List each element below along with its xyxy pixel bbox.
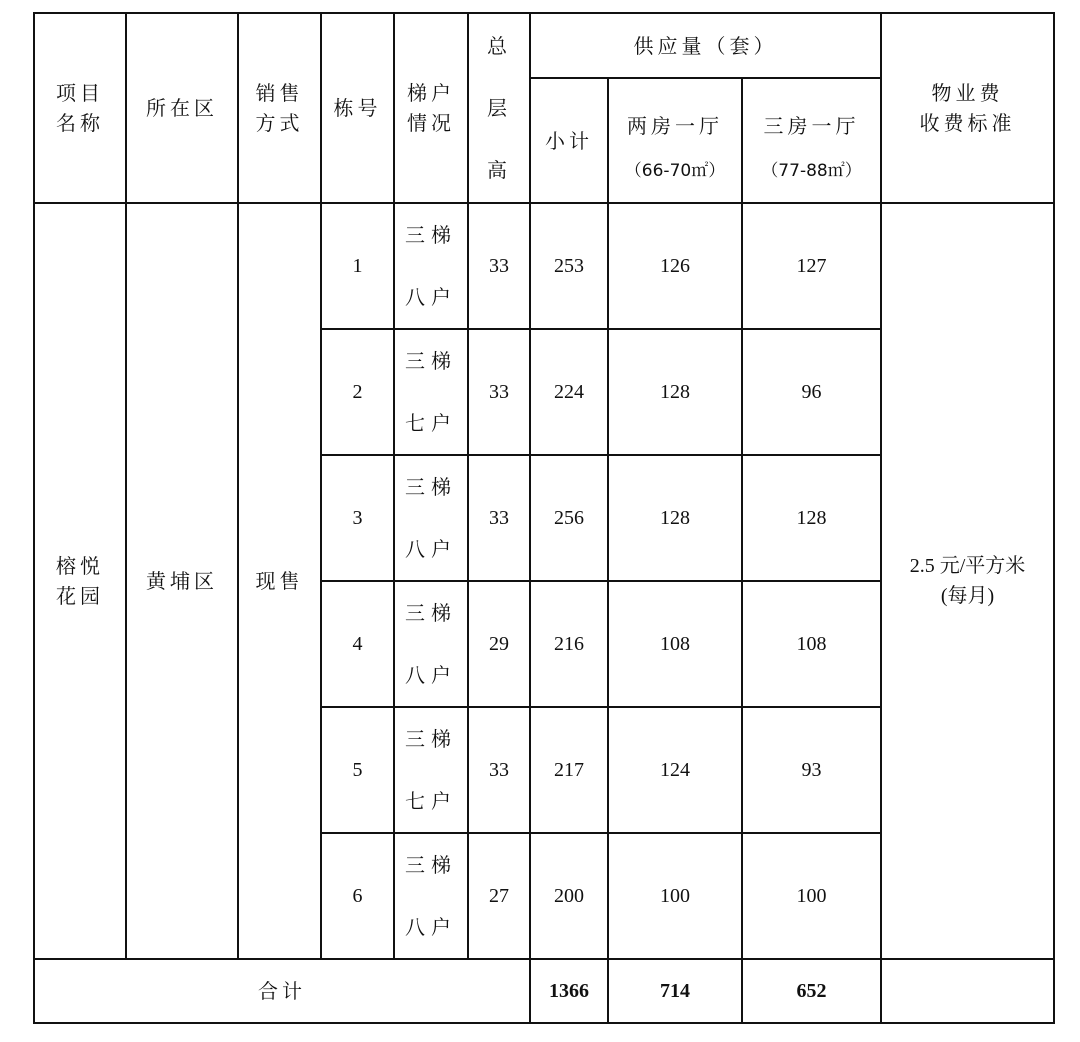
fee-standard [881,203,1054,959]
subtotal: 200 [530,833,608,959]
total-fee-empty [881,959,1054,1023]
subtotal: 256 [530,455,608,581]
table-row [34,203,1054,329]
header-elevator-line1: 梯户 [407,81,455,105]
two-bed-count: 108 [608,581,742,707]
three-bed-count: 127 [742,203,881,329]
three-bed-count: 128 [742,455,881,581]
building-no: 4 [321,581,394,707]
header-two-bed-label: 两房一厅 [627,113,723,138]
building-no: 2 [321,329,394,455]
header-floors-line3: 高 [487,158,511,182]
two-bed-count: 128 [608,455,742,581]
elevator-line2: 七户 [405,789,457,813]
building-no: 6 [321,833,394,959]
header-project-name-line1: 项目 [56,81,104,105]
elevator-line2: 八户 [405,285,457,309]
header-floors-line1: 总 [487,34,511,58]
elevator-line1: 三梯 [405,853,457,877]
elevator-line1: 三梯 [405,727,457,751]
three-bed-count: 93 [742,707,881,833]
floors: 27 [468,833,530,959]
total-row [34,959,1054,1023]
elevator-info [394,329,468,455]
two-bed-count: 100 [608,833,742,959]
project-district: 黄埔区 [126,203,238,959]
header-elevator-line2: 情况 [407,111,455,135]
elevator-line1: 三梯 [405,601,457,625]
floors: 33 [468,707,530,833]
two-bed-count: 124 [608,707,742,833]
subtotal: 216 [530,581,608,707]
total-subtotal: 1366 [530,959,608,1023]
header-floors-line2: 层 [487,96,511,120]
header-sales-method [238,13,321,203]
elevator-line2: 七户 [405,411,457,435]
header-building-no: 栋号 [321,13,394,203]
header-subtotal: 小计 [530,78,608,203]
three-bed-count: 96 [742,329,881,455]
header-project-name [34,13,126,203]
two-bed-count: 126 [608,203,742,329]
project-name [34,203,126,959]
elevator-line2: 八户 [405,915,457,939]
floors: 33 [468,329,530,455]
elevator-info [394,581,468,707]
total-two-bed: 714 [608,959,742,1023]
elevator-line2: 八户 [405,537,457,561]
floors: 33 [468,455,530,581]
building-no: 1 [321,203,394,329]
subtotal: 253 [530,203,608,329]
fee-standard-line1: 2.5 元/平方米 [909,555,1026,577]
header-sales-method-line1: 销售 [255,81,304,105]
header-two-bed-area: （66-70㎡） [624,160,726,181]
header-sales-method-line2: 方式 [255,111,304,135]
building-no: 3 [321,455,394,581]
elevator-line1: 三梯 [405,223,457,247]
elevator-info [394,203,468,329]
floors: 33 [468,203,530,329]
subtotal: 217 [530,707,608,833]
header-two-bed [608,78,742,203]
header-three-bed-label: 三房一厅 [763,113,860,138]
header-project-name-line2: 名称 [56,111,104,135]
three-bed-count: 100 [742,833,881,959]
fee-standard-line2: (每月) [940,585,995,607]
header-elevator [394,13,468,203]
subtotal: 224 [530,329,608,455]
project-name-line2: 花园 [56,584,104,608]
header-supply: 供应量（套） [530,13,881,78]
header-three-bed-area: （77-88㎡） [761,160,862,181]
two-bed-count: 128 [608,329,742,455]
header-floors [468,13,530,203]
header-three-bed [742,78,881,203]
header-district: 所在区 [126,13,238,203]
project-sales-method: 现售 [238,203,321,959]
floors: 29 [468,581,530,707]
header-fee-standard [881,13,1054,203]
header-fee-line2: 收费标准 [919,111,1016,135]
elevator-line1: 三梯 [405,475,457,499]
elevator-line1: 三梯 [405,349,457,373]
building-no: 5 [321,707,394,833]
supply-table [33,12,1055,1024]
total-three-bed: 652 [742,959,881,1023]
total-label: 合计 [34,959,530,1023]
header-row-1 [34,13,1054,78]
elevator-info [394,833,468,959]
project-name-line1: 榕悦 [56,554,104,578]
header-fee-line1: 物业费 [931,81,1004,105]
elevator-line2: 八户 [405,663,457,687]
elevator-info [394,707,468,833]
three-bed-count: 108 [742,581,881,707]
elevator-info [394,455,468,581]
